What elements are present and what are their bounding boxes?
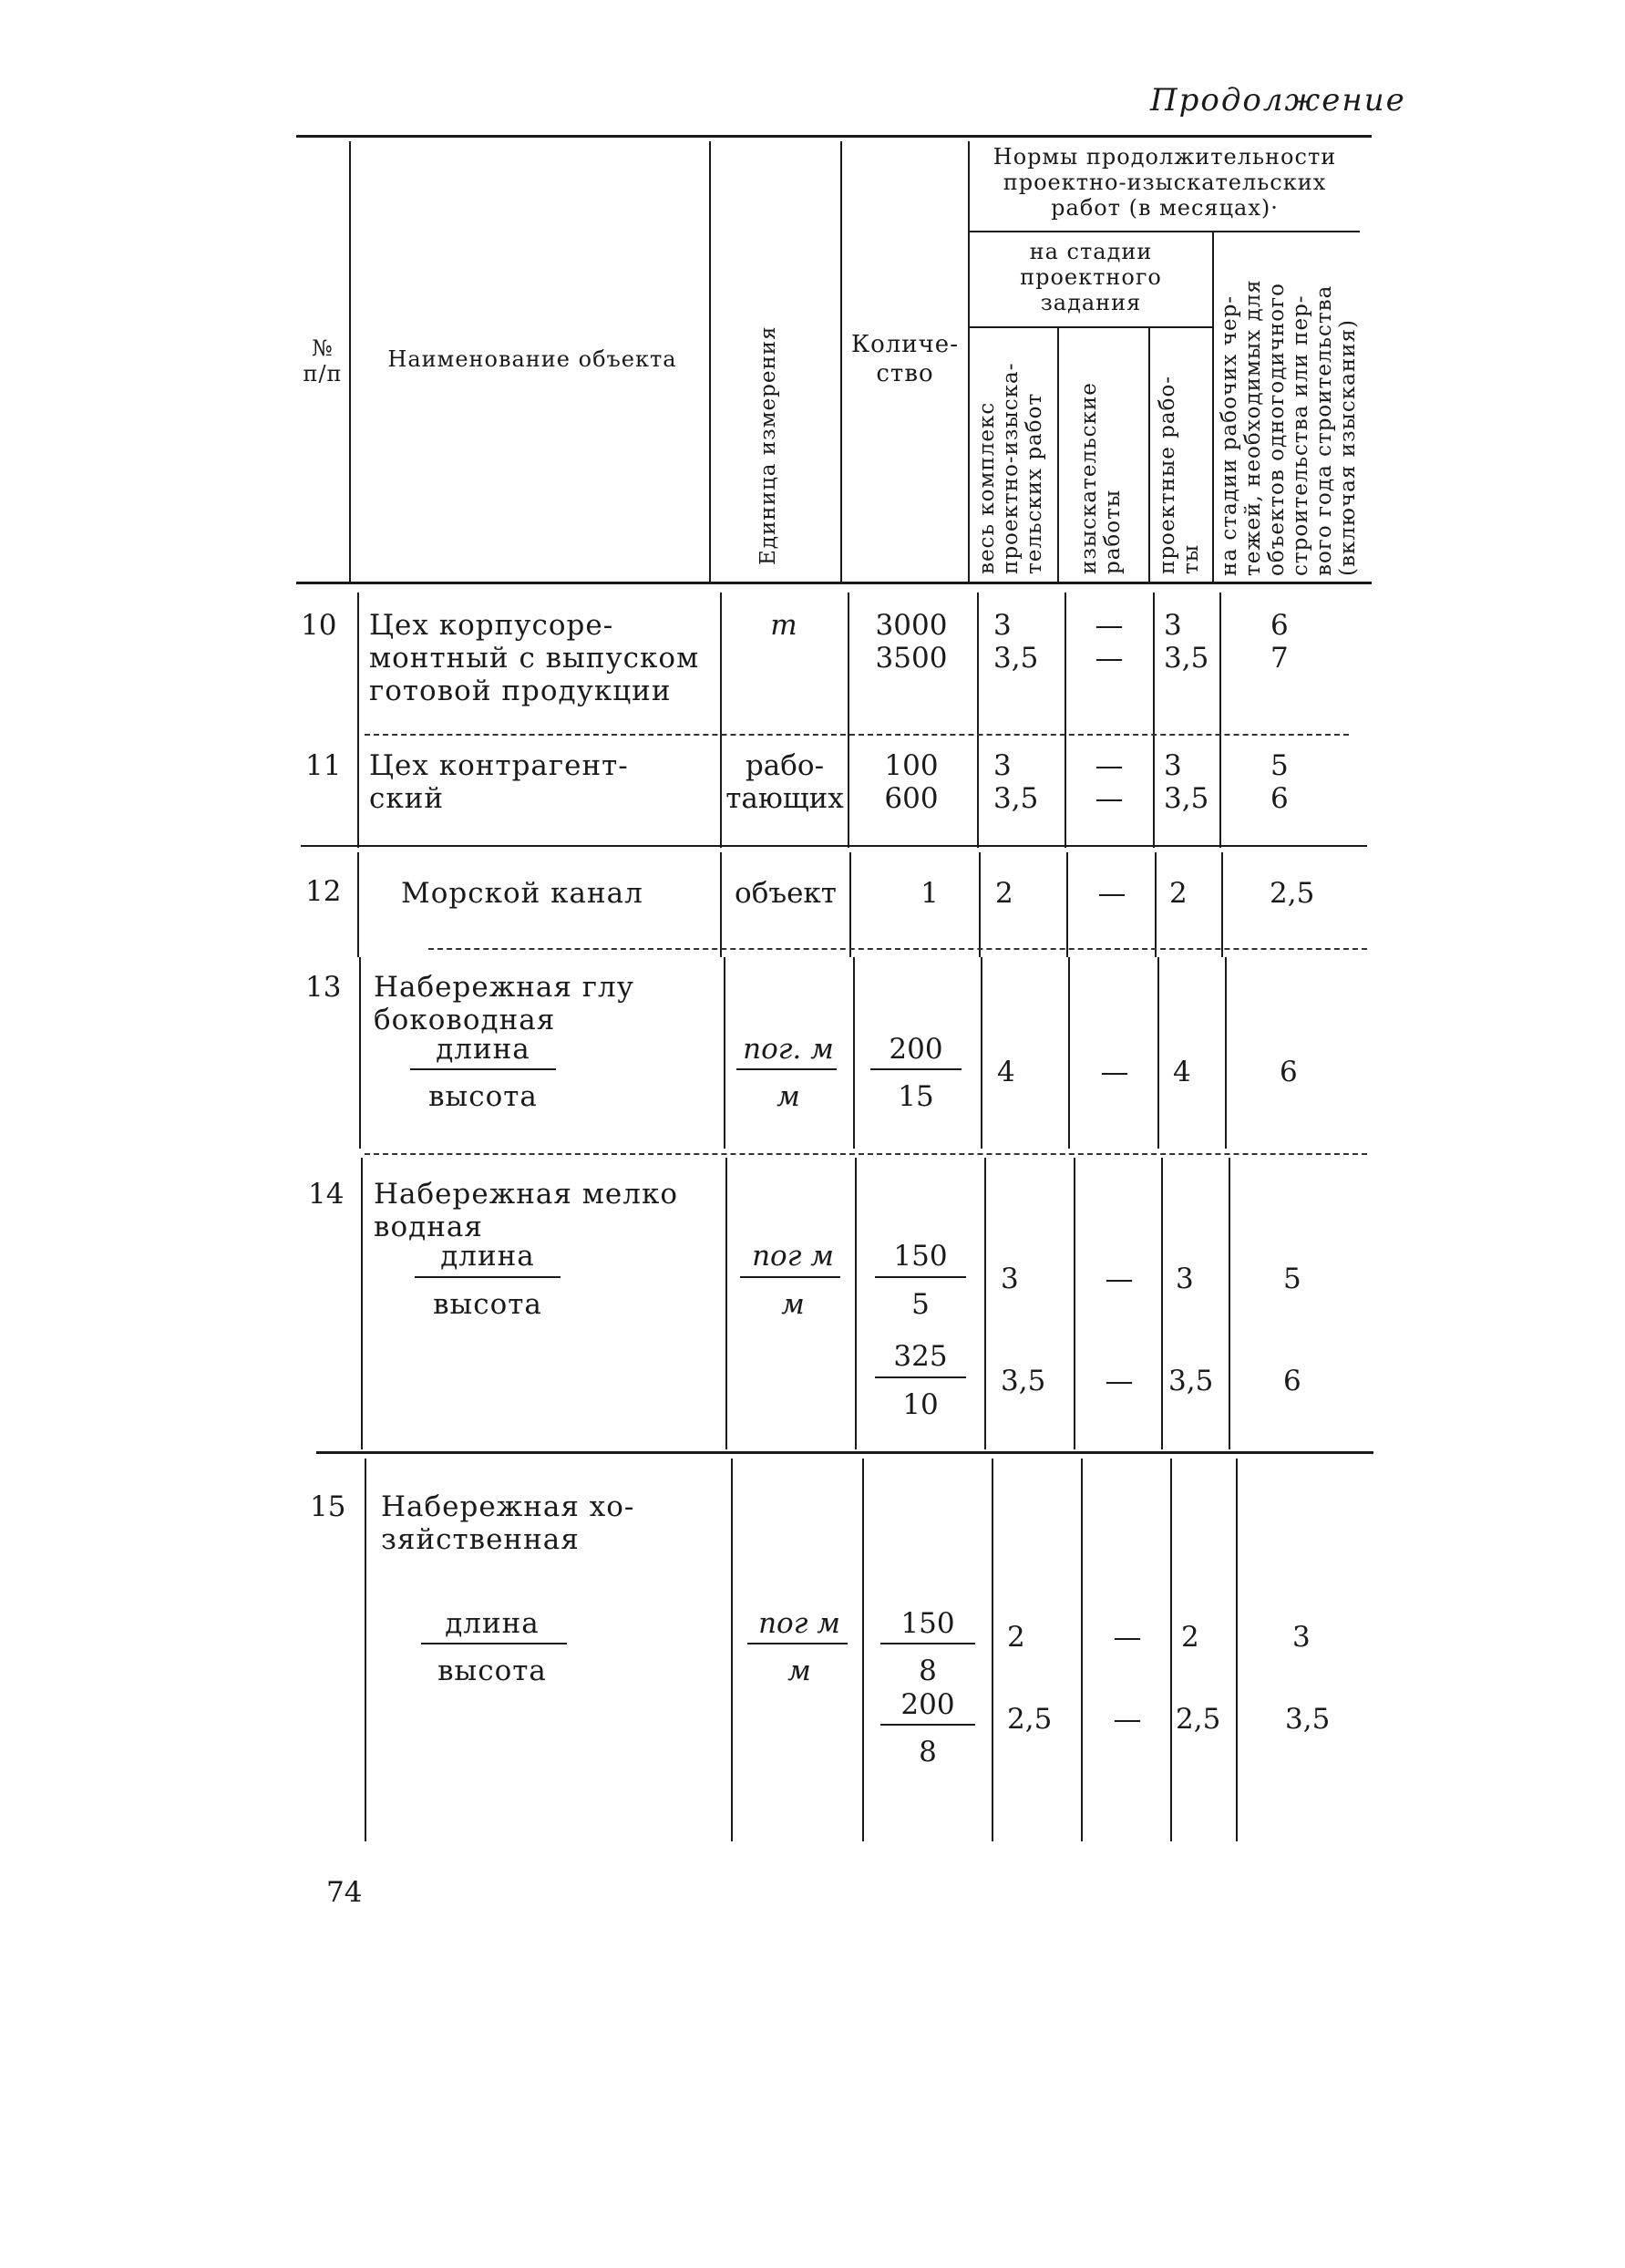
- norm-survey: —: [1113, 1703, 1142, 1736]
- fraction-top-label: длина: [445, 1607, 540, 1640]
- fraction-line: [415, 1276, 561, 1278]
- column-divider: [1068, 957, 1070, 1149]
- fraction-line: [736, 1068, 837, 1070]
- column-divider: [862, 1459, 864, 1841]
- norm-survey: —: [1097, 877, 1126, 910]
- norm-complex: 4: [997, 1056, 1015, 1088]
- norm-design: 3: [1176, 1263, 1194, 1295]
- header-rule: [968, 231, 1360, 232]
- row-num: 10: [301, 609, 337, 642]
- norm-drawings: 6 7: [1270, 609, 1289, 675]
- unit-top: пог. м: [743, 1033, 834, 1066]
- header-divider: [1148, 328, 1150, 583]
- header-divider: [1212, 232, 1214, 583]
- quantity: 3000 3500: [875, 609, 948, 675]
- header-name: Наименование объекта: [387, 346, 677, 372]
- header-bottom-rule: [296, 582, 1372, 584]
- fraction-line: [747, 1643, 848, 1644]
- object-name: Набережная глу боководная: [374, 971, 634, 1036]
- column-divider: [984, 1158, 986, 1449]
- norm-drawings: 5 6: [1270, 749, 1289, 815]
- header-divider: [840, 141, 842, 583]
- column-divider: [849, 852, 851, 957]
- norm-complex: 3: [1001, 1263, 1019, 1295]
- norm-complex: 3,5: [1001, 1365, 1046, 1397]
- norm-design: 3,5: [1168, 1365, 1214, 1397]
- header-quantity: Количе- ство: [851, 331, 959, 387]
- norm-design: 3 3,5: [1164, 749, 1209, 815]
- fraction-line: [875, 1376, 966, 1378]
- header-divider: [968, 141, 970, 583]
- column-divider: [853, 957, 855, 1149]
- fraction-line: [421, 1643, 567, 1644]
- row-separator: [365, 734, 1349, 736]
- row-separator: [428, 948, 1367, 950]
- header-stage-project: на стадии проектного задания: [1020, 239, 1162, 315]
- column-divider: [359, 957, 361, 1149]
- norm-drawings: 6: [1280, 1056, 1298, 1088]
- fraction-line: [880, 1643, 975, 1644]
- quantity-top: 200: [900, 1688, 955, 1721]
- object-name: Морской канал: [401, 877, 643, 910]
- quantity-bottom: 10: [902, 1388, 939, 1421]
- row-separator: [365, 1153, 1367, 1155]
- norm-survey: — —: [1095, 609, 1124, 675]
- unit: т: [770, 609, 797, 642]
- column-divider: [1236, 1459, 1238, 1841]
- norm-drawings: 2,5: [1270, 877, 1315, 910]
- header-col-survey: изыскательские работы: [1077, 382, 1125, 574]
- quantity-top: 150: [900, 1607, 955, 1640]
- norm-complex: 3 3,5: [993, 749, 1039, 815]
- column-divider: [724, 957, 725, 1149]
- header-norms: Нормы продолжительности проектно-изыскательских работ (в месяцах)·: [992, 144, 1337, 221]
- norm-design: 4: [1173, 1056, 1191, 1088]
- fraction-line: [875, 1276, 966, 1278]
- object-name: Набережная мелко водная: [374, 1178, 678, 1243]
- column-divider: [977, 593, 979, 848]
- norm-survey: —: [1100, 1056, 1129, 1088]
- column-divider: [848, 593, 849, 848]
- norm-design: 2,5: [1176, 1703, 1221, 1736]
- fraction-line: [870, 1068, 962, 1070]
- column-divider: [1155, 852, 1157, 957]
- column-divider: [1081, 1459, 1083, 1841]
- header-col-complex: весь комплекс проектно-изыска- тельских работ: [975, 362, 1046, 574]
- unit-bottom: м: [777, 1080, 800, 1113]
- column-divider: [1219, 593, 1221, 848]
- norm-design: 2: [1169, 877, 1188, 910]
- norm-complex: 2: [1007, 1621, 1025, 1654]
- continuation-label: Продолжение: [1150, 82, 1406, 119]
- quantity: 100 600: [884, 749, 939, 815]
- column-divider: [357, 593, 359, 848]
- column-divider: [1161, 1158, 1163, 1449]
- fraction-bottom-label: высота: [428, 1080, 538, 1113]
- column-divider: [1221, 852, 1223, 957]
- norm-drawings: 6: [1283, 1365, 1301, 1397]
- column-divider: [1229, 1158, 1230, 1449]
- quantity-bottom: 5: [911, 1288, 930, 1321]
- fraction-top-label: длина: [440, 1240, 535, 1273]
- column-divider: [1153, 593, 1155, 848]
- column-divider: [731, 1459, 733, 1841]
- column-divider: [1225, 957, 1227, 1149]
- quantity-bottom: 15: [898, 1080, 934, 1113]
- fraction-line: [880, 1724, 975, 1726]
- row-num: 15: [310, 1490, 346, 1523]
- column-divider: [1074, 1158, 1075, 1449]
- norm-survey: —: [1113, 1621, 1142, 1654]
- row-num: 14: [308, 1178, 345, 1211]
- header-unit: Единица измерения: [756, 325, 780, 565]
- fraction-line: [410, 1068, 556, 1070]
- header-rule: [968, 326, 1212, 328]
- unit-top: пог м: [752, 1240, 834, 1273]
- unit-bottom: м: [787, 1655, 811, 1687]
- unit-top: пог м: [758, 1607, 840, 1640]
- header-col-drawings: на стадии рабочих чер- тежей, необходимых для объектов одногодичного строительства или пер- вого года строительства (включая изыскания): [1218, 279, 1360, 576]
- object-name: Цех контрагент- ский: [369, 749, 629, 815]
- norm-complex: 2,5: [1007, 1703, 1053, 1736]
- fraction-line: [740, 1276, 840, 1278]
- fraction-bottom-label: высота: [433, 1288, 542, 1321]
- fraction-top-label: длина: [436, 1033, 530, 1066]
- norm-drawings: 5: [1283, 1263, 1301, 1295]
- header-num: № п/п: [303, 335, 343, 387]
- header-divider: [1057, 328, 1059, 583]
- quantity-top: 150: [893, 1240, 948, 1273]
- norm-design: 2: [1181, 1621, 1199, 1654]
- quantity: 1: [920, 877, 939, 910]
- norm-survey: — —: [1095, 749, 1124, 815]
- header-divider: [709, 141, 711, 583]
- norm-design: 3 3,5: [1164, 609, 1209, 675]
- quantity-bottom: 8: [919, 1736, 937, 1768]
- column-divider: [992, 1459, 993, 1841]
- unit-bottom: м: [781, 1288, 805, 1321]
- column-divider: [981, 957, 982, 1149]
- quantity-bottom: 8: [919, 1655, 937, 1687]
- norm-survey: —: [1105, 1365, 1134, 1397]
- unit: рабо- тающих: [725, 749, 844, 815]
- norm-drawings: 3,5: [1285, 1703, 1331, 1736]
- row-separator: [316, 1451, 1373, 1454]
- column-divider: [855, 1158, 857, 1449]
- column-divider: [365, 1459, 366, 1841]
- column-divider: [1170, 1459, 1172, 1841]
- table-top-rule: [296, 135, 1372, 138]
- object-name: Цех корпусоре- монтный с выпуском готовой продукции: [369, 609, 700, 707]
- column-divider: [1066, 852, 1068, 957]
- header-divider: [349, 141, 351, 583]
- column-divider: [1064, 593, 1066, 848]
- column-divider: [1157, 957, 1159, 1149]
- unit: объект: [735, 877, 837, 910]
- column-divider: [361, 1158, 363, 1449]
- norm-complex: 2: [995, 877, 1013, 910]
- norm-survey: —: [1105, 1263, 1134, 1295]
- norm-complex: 3 3,5: [993, 609, 1039, 675]
- header-col-design: проектные рабо- ты: [1156, 375, 1203, 574]
- norm-drawings: 3: [1292, 1621, 1311, 1654]
- column-divider: [357, 852, 359, 957]
- quantity-top: 325: [893, 1340, 948, 1373]
- quantity-top: 200: [889, 1033, 943, 1066]
- column-divider: [979, 852, 981, 957]
- object-name: Набережная хо- зяйственная: [381, 1490, 635, 1556]
- page-number: 74: [326, 1876, 363, 1909]
- row-num: 11: [305, 749, 342, 782]
- row-num: 13: [305, 971, 342, 1004]
- row-num: 12: [305, 875, 342, 908]
- row-separator: [301, 845, 1367, 847]
- fraction-bottom-label: высота: [437, 1655, 547, 1687]
